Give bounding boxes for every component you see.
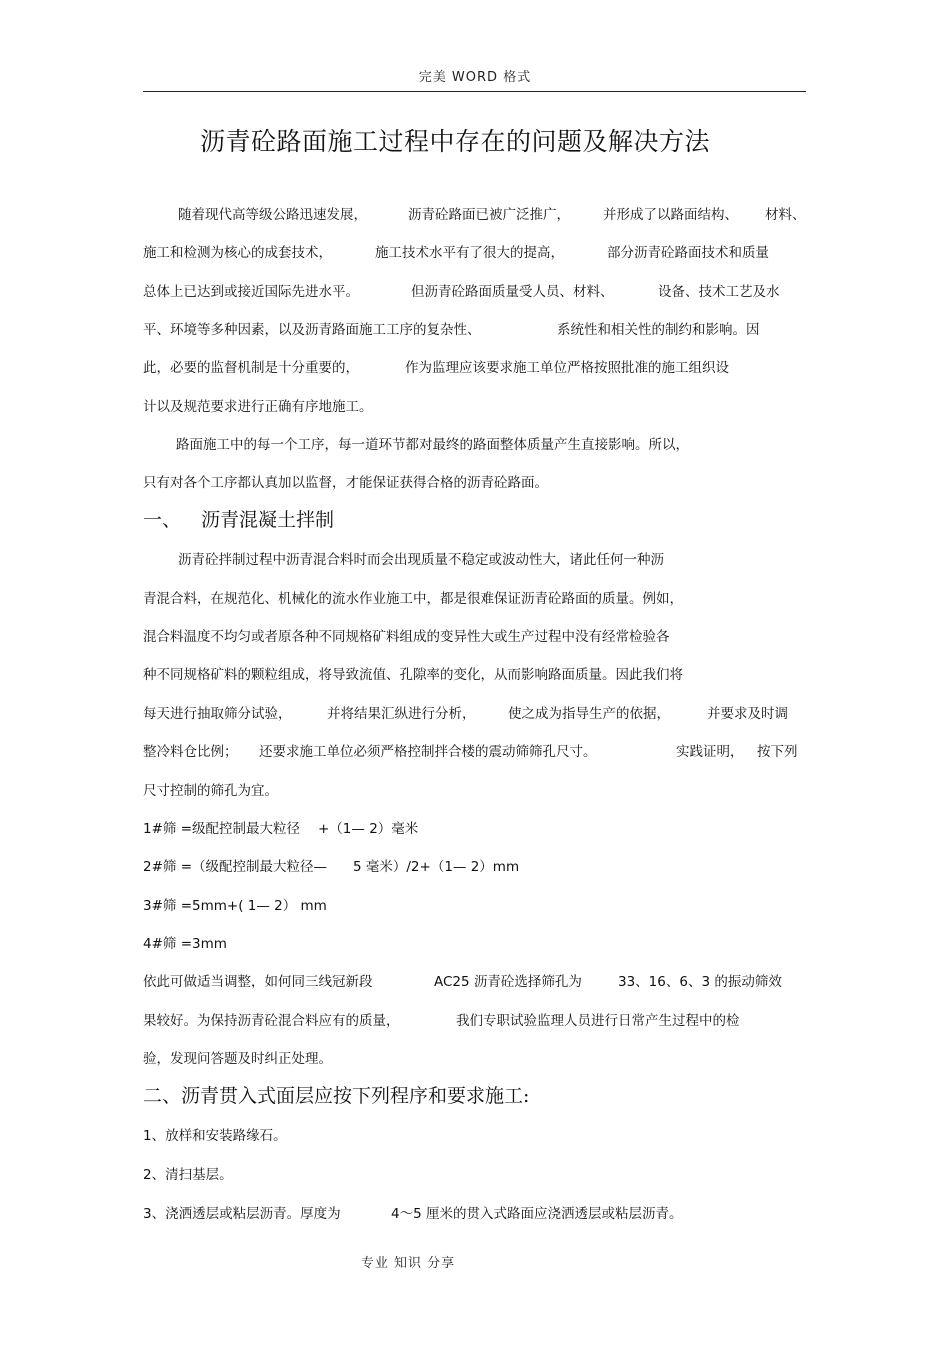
section-1-number: 一、 — [143, 509, 182, 531]
text-run: 2、清扫基层。 — [143, 1167, 233, 1183]
text-run: 设备、技术工艺及水 — [658, 284, 780, 300]
header-rule — [143, 91, 806, 92]
text-run: 路面施工中的每一个工序，每一道环节都对最终的路面整体质量产生直接影响。所以， — [176, 437, 689, 453]
section-2-heading: 二、沥青贯入式面层应按下列程序和要求施工: — [143, 1085, 530, 1107]
text-run: 平、环境等多种因素，以及沥青路面施工工序的复杂性、 — [143, 322, 481, 338]
text-run: 3、浇洒透层或粘层沥青。厚度为 — [143, 1206, 341, 1222]
text-run: 5 毫米）/2+（1— 2）mm — [353, 859, 520, 875]
text-run: 验，发现问答题及时纠正处理。 — [143, 1051, 332, 1067]
text-run: 使之成为指导生产的依据， — [508, 706, 670, 722]
text-run: 此，必要的监督机制是十分重要的， — [143, 360, 359, 376]
text-run: 1、放样和安装路缘石。 — [143, 1128, 287, 1144]
text-run: 青混合料，在规范化、机械化的流水作业施工中，都是很难保证沥青砼路面的质量。例如， — [143, 591, 683, 607]
text-run: 随着现代高等级公路迅速发展， — [178, 207, 367, 223]
text-run: 系统性和相关性的制约和影响。因 — [557, 322, 760, 338]
text-run: 3#筛 =5mm+( 1— 2） mm — [143, 898, 327, 914]
text-run: 按下列 — [757, 744, 798, 760]
text-run: 整冷料仓比例； — [143, 744, 238, 760]
text-run: 计以及规范要求进行正确有序地施工。 — [143, 399, 373, 415]
text-run: 施工技术水平有了很大的提高， — [375, 245, 564, 261]
text-run: 沥青砼拌制过程中沥青混合料时而会出现质量不稳定或波动性大，诸此任何一种沥 — [178, 552, 664, 568]
text-run: 2#筛 =（级配控制最大粒径— — [143, 859, 328, 875]
text-run: +（1— 2）毫米 — [318, 821, 419, 837]
text-run: 4#筛 =3mm — [143, 936, 227, 952]
section-1-heading — [143, 508, 335, 532]
text-run: 部分沥青砼路面技术和质量 — [607, 245, 769, 261]
text-run: 施工和检测为核心的成套技术， — [143, 245, 332, 261]
text-run: 每天进行抽取筛分试验， — [143, 706, 292, 722]
text-run: 依此可做适当调整，如何同三线冠新段 — [143, 974, 373, 990]
text-run: 作为监理应该要求施工单位严格按照批准的施工组织设 — [405, 360, 729, 376]
text-run: 33、16、6、3 的振动筛效 — [618, 974, 782, 990]
document-title: 沥青砼路面施工过程中存在的问题及解决方法 — [199, 127, 710, 156]
text-run: 1#筛 =级配控制最大粒径 — [143, 821, 301, 837]
text-run: 材料、 — [765, 207, 806, 223]
text-run: 总体上已达到或接近国际先进水平。 — [143, 284, 359, 300]
text-run: 沥青砼路面已被广泛推广， — [408, 207, 570, 223]
text-run: 并形成了以路面结构、 — [603, 207, 738, 223]
page-footer: 专业 知识 分享 — [360, 1256, 456, 1271]
text-run: 混合料温度不均匀或者原各种不同规格矿料组成的变异性大或生产过程中没有经常检验各 — [143, 629, 670, 645]
text-run: 还要求施工单位必须严格控制拌合楼的震动筛筛孔尺寸。 — [259, 744, 597, 760]
text-run: 只有对各个工序都认真加以监督，才能保证获得合格的沥青砼路面。 — [143, 475, 548, 491]
text-run: 4～5 厘米的贯入式路面应浇洒透层或粘层沥青。 — [391, 1206, 683, 1222]
text-run: 我们专职试验监理人员进行日常产生过程中的检 — [456, 1013, 740, 1029]
section-1-title: 沥青混凝土拌制 — [201, 509, 335, 531]
text-run: AC25 沥青砼选择筛孔为 — [434, 974, 582, 990]
text-run: 果较好。为保持沥青砼混合料应有的质量， — [143, 1013, 400, 1029]
text-run: 但沥青砼路面质量受人员、材料、 — [411, 284, 614, 300]
text-run: 尺寸控制的筛孔为宜。 — [143, 783, 278, 799]
text-run: 种不同规格矿料的颗粒组成，将导致流值、孔隙率的变化，从而影响路面质量。因此我们将 — [143, 667, 683, 683]
text-run: 并要求及时调 — [707, 706, 788, 722]
text-run: 并将结果汇纵进行分析， — [327, 706, 476, 722]
page-header: 完美 WORD 格式 — [418, 70, 532, 85]
text-run: 实践证明， — [676, 744, 744, 760]
